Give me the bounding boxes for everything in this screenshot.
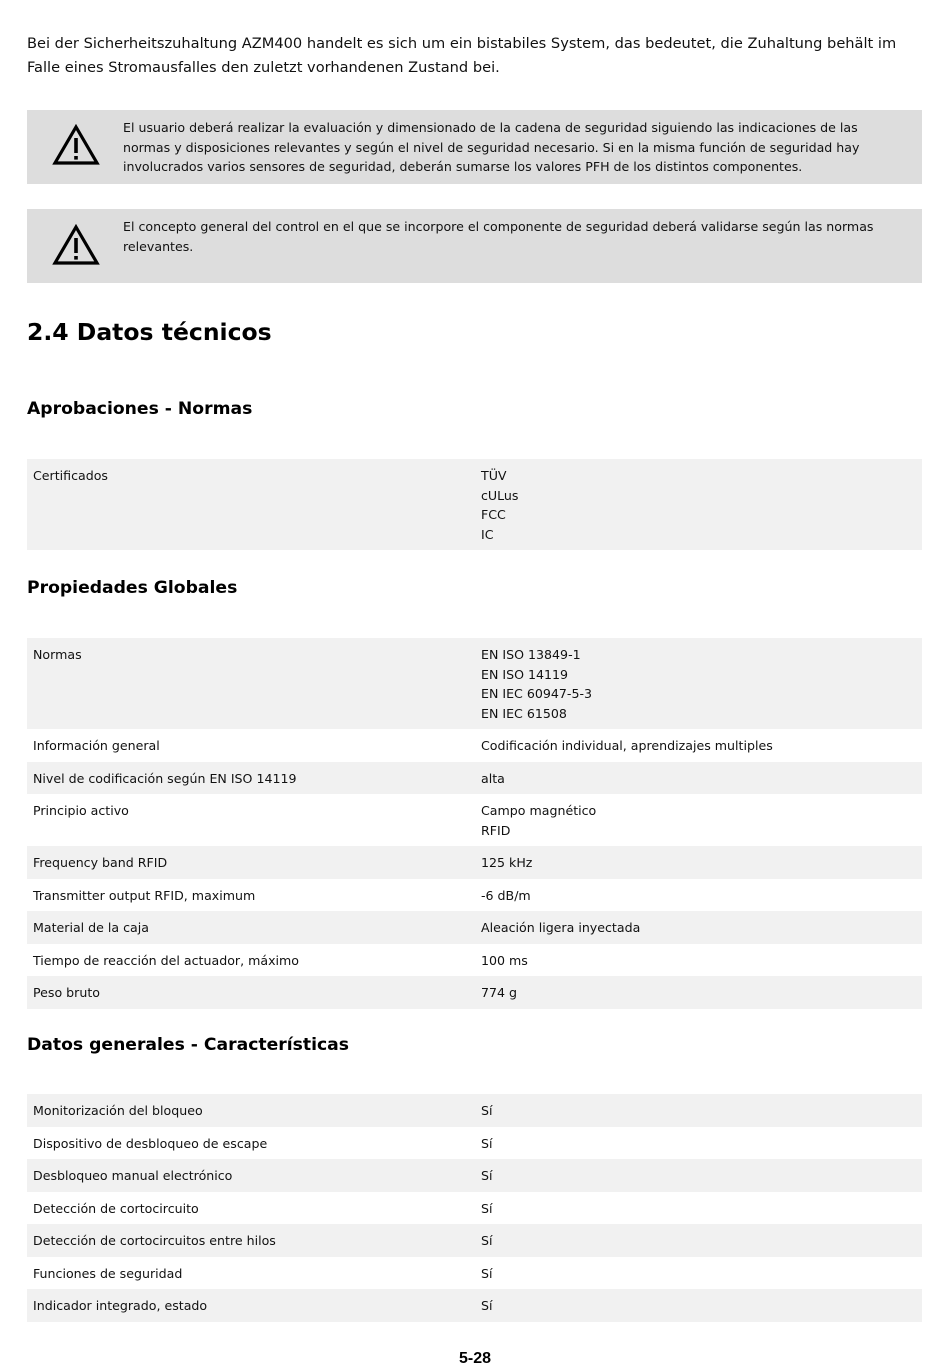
row-label: Monitorización del bloqueo [27,1094,475,1127]
row-value-line: alta [481,770,505,786]
row-label: Detección de cortocircuito [27,1192,475,1225]
row-value [475,459,922,550]
row-label: Certificados [27,459,475,550]
row-value [475,729,922,762]
row-value [475,911,922,944]
intro-paragraph: Bei der Sicherheitszuhaltung AZM400 handelt es sich um ein bistabiles System, das bedeutet, die Zuhaltung behält im Falle eines Stromausfalles den zuletzt vorhandenen Zustand bei. [27,35,897,76]
row-value [475,1094,922,1127]
row-value-line: EN ISO 13849-1 [481,647,581,662]
row-value-line: Sí [481,1168,493,1183]
table-row [27,911,922,944]
row-value-line: EN ISO 14119 [481,666,569,682]
table-row [27,1094,922,1127]
warning-text-1: El usuario deberá realizar la evaluación y dimensionado de la cadena de seguridad siguiendo las indicaciones de las normas y disposiciones relevantes y según el nivel de seguridad necesario. Si en la misma función de seguridad hay involucrados varios sensores de seguridad, deberán sumarse los valores PFH de los distintos componentes. [123,120,860,174]
row-label: Principio activo [27,794,475,846]
row-value [475,976,922,1009]
table-row [27,762,922,795]
row-value-line: cULus [481,487,519,503]
row-value-line: 125 kHz [481,855,533,870]
row-label: Material de la caja [27,911,475,944]
table-row [27,1192,922,1225]
row-value [475,1289,922,1322]
row-label: Normas [27,638,475,729]
table-row [27,1257,922,1290]
table-row [27,729,922,762]
row-value-line: Sí [481,1265,493,1281]
general-data-table [27,1094,922,1322]
row-value-line: Sí [481,1233,493,1248]
table-row [27,879,922,912]
row-value-line: TÜV [481,468,507,483]
row-value-line: IC [481,526,494,542]
row-value-line: 100 ms [481,952,528,968]
row-value-line: -6 dB/m [481,887,531,903]
general-data-heading: Datos generales - Características [27,1035,349,1055]
row-value [475,1257,922,1290]
table-row [27,944,922,977]
table-row [27,459,922,550]
global-properties-table [27,638,922,1009]
row-value [475,1192,922,1225]
row-label: Peso bruto [27,976,475,1009]
table-row [27,1159,922,1192]
page-number: 5-28 [458,1350,492,1367]
row-value-line: Sí [481,1200,493,1216]
row-value-line: RFID [481,822,511,838]
row-value-line: Sí [481,1103,493,1118]
warning-text-2: El concepto general del control en el que se incorpore el componente de seguridad deberá validarse según las normas relevantes. [123,219,874,254]
row-value [475,1127,922,1160]
row-value-line: FCC [481,507,506,522]
warning-triangle-icon [52,124,100,166]
table-row [27,638,922,729]
warning-triangle-icon [52,224,100,266]
row-value [475,1159,922,1192]
row-value-line: EN IEC 61508 [481,705,567,721]
row-value-line: Campo magnético [481,803,597,818]
row-value [475,794,922,846]
row-value [475,762,922,795]
row-label: Transmitter output RFID, maximum [27,879,475,912]
row-label: Funciones de seguridad [27,1257,475,1290]
table-row [27,1224,922,1257]
row-value-line: Codificación individual, aprendizajes multiples [481,738,773,753]
approvals-table [27,459,922,550]
row-value-line: Sí [481,1298,493,1313]
row-label: Frequency band RFID [27,846,475,879]
row-label: Detección de cortocircuitos entre hilos [27,1224,475,1257]
row-value [475,846,922,879]
row-label: Nivel de codificación según EN ISO 14119 [27,762,475,795]
warning-box-2 [27,209,922,283]
row-value [475,638,922,729]
row-label: Información general [27,729,475,762]
row-value [475,944,922,977]
section-title: 2.4 Datos técnicos [27,318,272,346]
row-value-line: 774 g [481,985,518,1000]
row-value [475,1224,922,1257]
row-label: Desbloqueo manual electrónico [27,1159,475,1192]
row-label: Tiempo de reacción del actuador, máximo [27,944,475,977]
warning-box-1 [27,110,922,184]
global-properties-heading: Propiedades Globales [27,578,238,598]
table-row [27,1127,922,1160]
row-value-line: EN IEC 60947-5-3 [481,686,593,701]
table-row [27,1289,922,1322]
row-value-line: Aleación ligera inyectada [481,920,641,935]
row-value [475,879,922,912]
row-value-line: Sí [481,1135,493,1151]
table-row [27,794,922,846]
approvals-heading: Aprobaciones - Normas [27,399,253,419]
table-row [27,976,922,1009]
row-label: Indicador integrado, estado [27,1289,475,1322]
row-label: Dispositivo de desbloqueo de escape [27,1127,475,1160]
table-row [27,846,922,879]
